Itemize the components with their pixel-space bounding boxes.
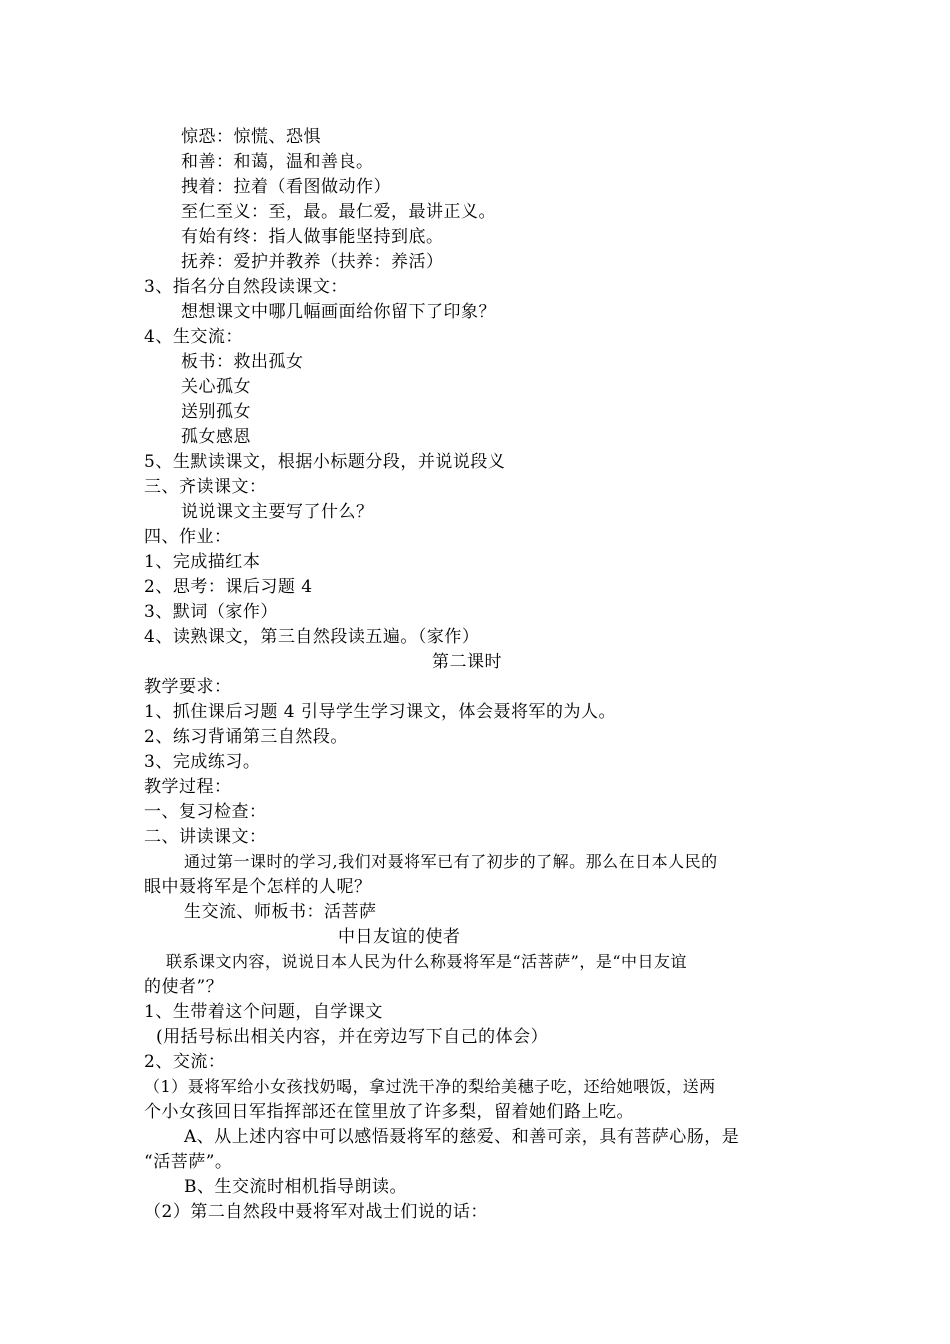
text-line: 板书：救出孤女 xyxy=(181,352,304,372)
text-line: 生交流、师板书：活菩萨 xyxy=(184,902,377,922)
text-line: 2、练习背诵第三自然段。 xyxy=(144,727,348,747)
text-line: 抚养：爱护并教养（扶养：养活） xyxy=(181,252,444,272)
text-line: 眼中聂将军是个怎样的人呢？ xyxy=(144,877,372,897)
text-line: 联系课文内容，说说日本人民为什么称聂将军是“活菩萨”，是“中日友谊 xyxy=(166,952,688,971)
text-line: 和善：和蔼，温和善良。 xyxy=(181,152,374,172)
section-title: 第二课时 xyxy=(432,652,502,672)
text-line: 拽着：拉着（看图做动作） xyxy=(181,177,391,197)
text-line: 一、复习检查： xyxy=(144,802,267,822)
text-line: 1、抓住课后习题 4 引导学生学习课文，体会聂将军的为人。 xyxy=(144,702,616,722)
text-line: （1）聂将军给小女孩找奶喝，拿过洗干净的梨给美穗子吃，还给她喂饭，送两 xyxy=(144,1077,716,1096)
text-line: 惊恐：惊慌、恐惧 xyxy=(181,127,321,147)
text-line: 1、完成描红本 xyxy=(144,552,261,572)
text-line: 送别孤女 xyxy=(181,402,251,422)
text-line: “活菩萨”。 xyxy=(144,1152,233,1172)
text-line: 3、指名分自然段读课文： xyxy=(144,277,348,297)
text-line: 通过第一课时的学习,我们对聂将军已有了初步的了解。那么在日本人民的 xyxy=(184,852,718,871)
text-line: 3、默词（家作） xyxy=(144,602,278,622)
text-line: 想想课文中哪几幅画面给你留下了印象？ xyxy=(181,302,496,322)
text-line: 4、读熟课文，第三自然段读五遍。（家作） xyxy=(144,627,480,647)
text-line: 四、作业： xyxy=(144,527,232,547)
text-line: 5、生默读课文，根据小标题分段，并说说段义 xyxy=(144,452,506,472)
text-line: （2）第二自然段中聂将军对战士们说的话： xyxy=(144,1202,488,1222)
text-line: 2、交流： xyxy=(144,1052,226,1072)
text-line: 教学过程： xyxy=(144,777,232,797)
text-line: 1、生带着这个问题，自学课文 xyxy=(144,1002,383,1022)
text-line: B、生交流时相机指导朗读。 xyxy=(184,1177,407,1197)
text-line: 教学要求： xyxy=(144,677,232,697)
text-line: 有始有终：指人做事能坚持到底。 xyxy=(181,227,444,247)
text-line: (用括号标出相关内容，并在旁边写下自己的体会） xyxy=(156,1027,549,1047)
text-line: 中日友谊的使者 xyxy=(338,927,461,947)
text-line: 2、思考：课后习题 4 xyxy=(144,577,313,597)
text-line: 孤女感恩 xyxy=(181,427,251,447)
text-line: 关心孤女 xyxy=(181,377,251,397)
text-line: 3、完成练习。 xyxy=(144,752,261,772)
text-line: 4、生交流： xyxy=(144,327,243,347)
text-line: A、从上述内容中可以感悟聂将军的慈爱、和善可亲，具有菩萨心肠，是 xyxy=(184,1127,740,1147)
text-line: 二、讲读课文： xyxy=(144,827,267,847)
text-line: 说说课文主要写了什么？ xyxy=(181,502,374,522)
text-line: 三、齐读课文： xyxy=(144,477,267,497)
text-line: 的使者”？ xyxy=(144,977,224,997)
text-line: 个小女孩回日军指挥部还在筐里放了许多梨，留着她们路上吃。 xyxy=(144,1102,634,1122)
text-line: 至仁至义：至，最。最仁爱，最讲正义。 xyxy=(181,202,496,222)
